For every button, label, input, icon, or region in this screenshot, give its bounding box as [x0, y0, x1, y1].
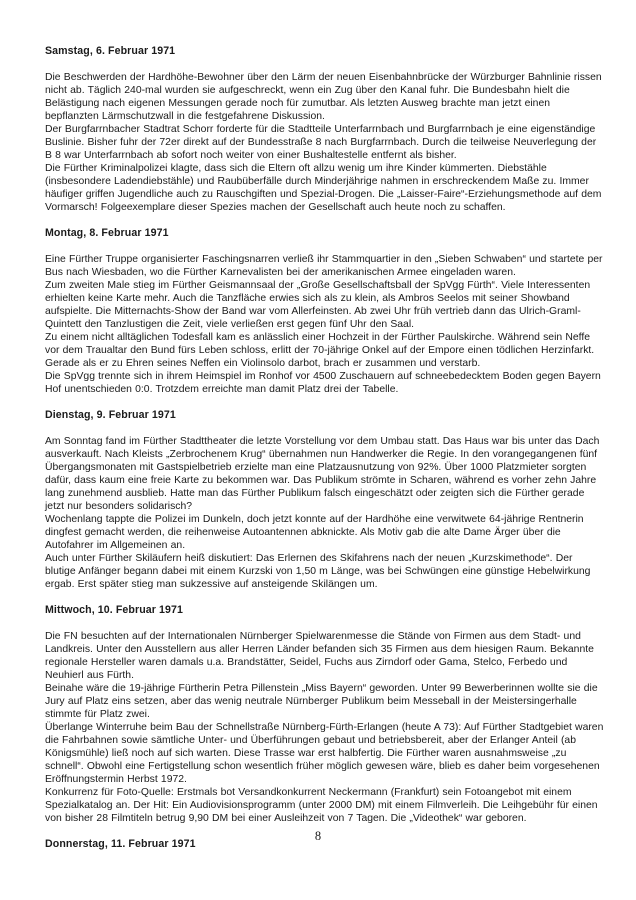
paragraph: Auch unter Fürther Skiläufern heiß diskutiert: Das Erlernen des Skifahrens nach der neuen „Kurzskimethode“. Der blutige Anfänger begann dabei mit einem Kurzski von 1,50 m Länge, was bei Schwüngen eine günstige Hebelwirkung ergab. Erst später stieg man sukzessive auf ansteigende Skilängen um.	[45, 553, 591, 590]
day-section-tuesday	[45, 409, 606, 591]
section-heading: Mittwoch, 10. Februar 1971	[45, 604, 184, 616]
paragraph: Überlange Winterruhe beim Bau der Schnellstraße Nürnberg-Fürth-Erlangen (heute A 73): Auf Fürther Stadtgebiet waren die Fahrbahnen sowie sämtliche Unter- und Überführungen gebaut und betriebsbereit, aber der Erlanger Anteil (ab Königsmühle) ließ noch auf sich warten. Diese Trasse war erst halbfertig. Die Fürther waren ausnahmsweise „zu schnell“. Obwohl eine Fertigstellung schon wesentlich früher möglich gewesen wäre, blieb es daher beim vorgesehenen Eröffnungstermin Herbst 1972.	[45, 722, 604, 785]
paragraph: Zu einem nicht alltäglichen Todesfall kam es anlässlich einer Hochzeit in der Fürther Paulskirche. Während sein Neffe vor dem Traualtar den Bund fürs Leben schloss, erlitt der 70-jährige Onkel auf der Empore einen tödlichen Herzinfarkt. Gerade als er zu Ehren seines Neffen ein Violinsolo darbot, brach er zusammen und verstarb.	[45, 332, 595, 369]
section-heading: Montag, 8. Februar 1971	[45, 227, 169, 239]
paragraph: Wochenlang tappte die Polizei im Dunkeln, doch jetzt konnte auf der Hardhöhe eine verwitwete 64-jährige Rentnerin dingfest gemacht werden, die reihenweise Autoantennen abknickte. Als Motiv gab die alte Dame Ärger über die Autofahrer im Allgemeinen an.	[45, 514, 584, 551]
paragraph: Die Fürther Kriminalpolizei klagte, dass sich die Eltern oft allzu wenig um ihre Kinder kümmerten. Diebstähle (insbesondere Ladendiebstähle) und Raubüberfälle durch Minderjährige nahmen in erschreckendem Maße zu. Immer häufiger griffen Jugendliche auch zu Rauschgiften und Spezial-Drogen. Die „Laisser-Faire“-Erziehungsmethode auf dem Vormarsch! Folgeexemplare dieser Spezies machen der Gesellschaft auch heute noch zu schaffen.	[45, 163, 602, 213]
paragraph: Die Beschwerden der Hardhöhe-Bewohner über den Lärm der neuen Eisenbahnbrücke der Würzburger Bahnlinie rissen nicht ab. Täglich 240-mal wurden sie aufgeschreckt, wenn ein Zug über den Kanal fuhr. Die Bundesbahn hielt die Belästigung nach eigenen Messungen gerade noch für zumutbar. Als letzten Ausweg brachte man jetzt einen bepflanzten Lärmschutzwall in die festgefahrene Diskussion.	[45, 72, 602, 122]
paragraph: Eine Fürther Truppe organisierter Faschingsnarren verließ ihr Stammquartier in den „Sieben Schwaben“ und startete per Bus nach Wiesbaden, wo die Fürther Karnevalisten bei der amerikanischen Armee eingeladen waren.	[45, 254, 603, 278]
page-number: 8	[314, 829, 322, 843]
paragraph: Zum zweiten Male stieg im Fürther Geismannsaal der „Große Gesellschaftsball der SpVgg Fürth“. Viele Interessenten erhielten keine Karte mehr. Auch die Tanzfläche erwies sich als zu klein, als Ambros Seelos mit seiner Showband aufspielte. Die Mitternachts-Show der Band war vom Allerfeinsten. Ab zwei Uhr früh vertrieb dann das Ulrich-Graml-Quintett den Tanzlustigen die Zeit, viele verließen erst gegen fünf Uhr den Saal.	[45, 280, 591, 330]
day-section-monday	[45, 227, 606, 396]
paragraph: Konkurrenz für Foto-Quelle: Erstmals bot Versandkonkurrent Neckermann (Frankfurt) sein Fotoangebot mit einem Spezialkatalog an. Der Hit: Ein Audiovisionsprogramm (unter 2000 DM) mit einem Filmverleih. Die Leihgebühr für einen von bisher 28 Filmtiteln betrug 9,90 DM bei einer Ausleihzeit von 7 Tagen. Die „Videothek“ war geboren.	[45, 787, 598, 824]
day-section-wednesday	[45, 604, 606, 825]
section-heading: Samstag, 6. Februar 1971	[45, 45, 176, 57]
paragraph: Der Burgfarrnbacher Stadtrat Schorr forderte für die Stadtteile Unterfarrnbach und Burgfarrnbach je eine eigenständige Buslinie. Bisher fuhr der 72er direkt auf der Bundesstraße 8 nach Burgfarrnbach. Durch die teilweise Neuverlegung der B 8 war Unterfarrnbach ab sofort noch weiter von einer Bushaltestelle entfernt als bisher.	[45, 124, 597, 161]
section-heading: Donnerstag, 11. Februar 1971	[45, 838, 196, 850]
paragraph: Beinahe wäre die 19-jährige Fürtherin Petra Pillenstein „Miss Bayern“ geworden. Unter 99 Bewerberinnen wollte sie die Jury auf Platz eins setzen, aber das wenig neutrale Nürnberger Publikum beim Messeball in der Meistersingerhalle stimmte für Platz zwei.	[45, 683, 598, 720]
paragraph: Am Sonntag fand im Fürther Stadttheater die letzte Vorstellung vor dem Umbau statt. Das Haus war bis unter das Dach ausverkauft. Nach Kleists „Zerbrochenem Krug“ übernahmen nun Handwerker die Regie. In den vorangegangenen fünf Übergangsmonaten mit Gastspielbetrieb erzielte man eine Platzausnutzung von 92%. Über 1000 Platzmieter sorgten dafür, dass kaum eine freie Karte zu bekommen war. Das Publikum strömte in Scharen, während es vorher zehn Jahre lang zunehmend ausblieb. Hatte man das Fürther Publikum falsch eingeschätzt oder zeigten sich die Fürther gerade jetzt nur besonders solidarisch?	[45, 436, 600, 512]
section-heading: Dienstag, 9. Februar 1971	[45, 409, 176, 421]
paragraph: Die FN besuchten auf der Internationalen Nürnberger Spielwarenmesse die Stände von Firmen aus dem Stadt- und Landkreis. Unter den Ausstellern aus aller Herren Länder befanden sich 35 Firmen aus dem hiesigen Raum. Bekannte regionale Hersteller waren damals u.a. Brandstätter, Seidel, Fuchs aus Zirndorf oder Gama, Stelco, Ferbedo und Neuhierl aus Fürth.	[45, 631, 594, 681]
day-section-saturday	[45, 45, 606, 214]
paragraph: Die SpVgg trennte sich in ihrem Heimspiel im Ronhof vor 4500 Zuschauern auf schneebedecktem Boden gegen Bayern Hof unentschieden 0:0. Trotzdem erreichte man damit Platz drei der Tabelle.	[45, 371, 601, 395]
